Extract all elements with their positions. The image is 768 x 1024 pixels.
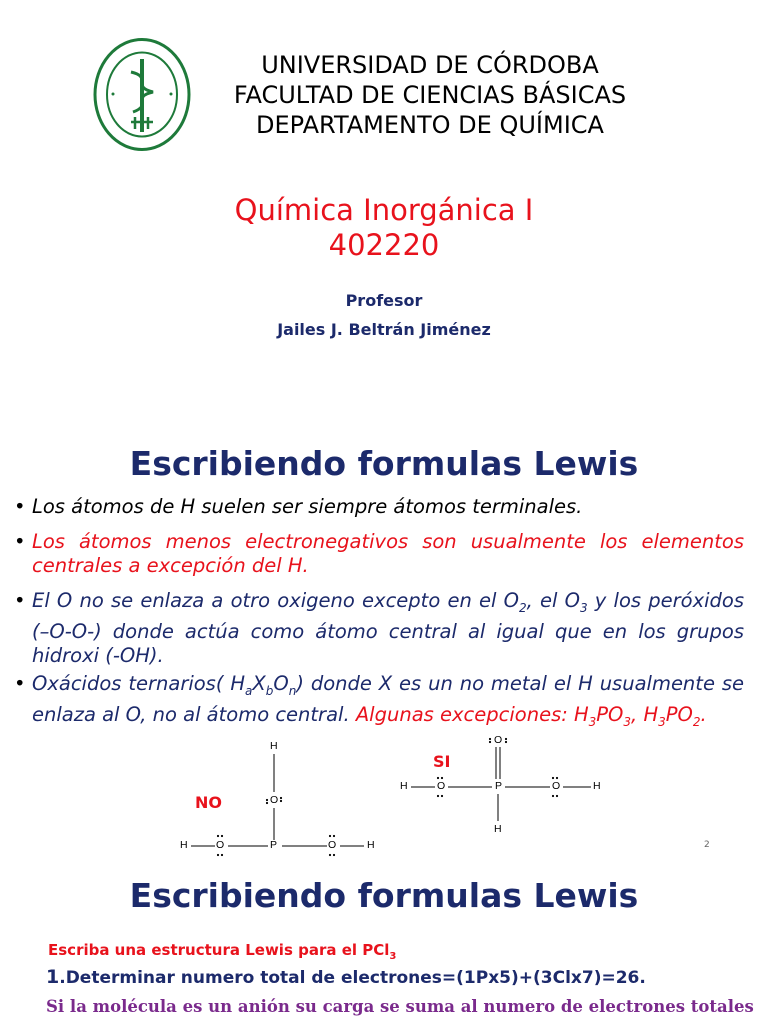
exercise-instruction: Escriba una estructura Lewis para el PCl$_3$ (48, 941, 397, 962)
bullet-2-text: Los átomos menos electronegativos son usualmente los elementos centrales a excepción del H. (32, 530, 744, 577)
section-title-2: Escribiendo formulas Lewis (129, 876, 639, 915)
bullet-4-text: Oxácidos ternarios( $H_aX_bO_n$) donde X es un no metal el H usualmente se enlaza al O, no al átomo central. Algunas excepciones: $H_3PO_3$, $H_3PO_2$. (32, 672, 744, 729)
atom-o: O (437, 780, 446, 792)
no-label: NO (195, 793, 222, 812)
bullet-1-text: Los átomos de H suelen ser siempre átomos terminales. (32, 495, 583, 518)
university-seal (93, 37, 191, 152)
atom-p: P (270, 839, 278, 851)
section-title-1: Escribiendo formulas Lewis (129, 444, 639, 483)
atom-o: O (552, 780, 561, 792)
course-name: Química Inorgánica I (234, 193, 534, 227)
lewis-structure-correct (395, 733, 610, 841)
professor-name: Jailes J. Beltrán Jiménez (277, 320, 491, 339)
step-1: 1.Determinar numero total de electrones=(1Px5)+(3Clx7)=26. (46, 966, 646, 988)
atom-h: H (400, 780, 408, 792)
university-name: UNIVERSIDAD DE CÓRDOBA (261, 51, 599, 79)
bullet-3-text: El O no se enlaza a otro oxigeno excepto en el $O_2$, el $O_3$ y los peróxidos (–O-O-) donde actúa como átomo central al igual que en los grupos hidroxi (-OH). (32, 589, 744, 667)
bullet-3: • El O no se enlaza a otro oxigeno excepto en el $O_2$, el $O_3$ y los peróxidos (–O-O-) donde actúa como átomo central al igual que en los grupos hidroxi (-OH). (14, 589, 744, 667)
faculty-name: FACULTAD DE CIENCIAS BÁSICAS (233, 81, 627, 109)
bullet-2: • Los átomos menos electronegativos son usualmente los elementos centrales a excepción del H. (14, 530, 744, 577)
atom-h: H (367, 839, 375, 851)
bullet-1: • Los átomos de H suelen ser siempre átomos terminales. (14, 495, 744, 519)
atom-h: H (494, 823, 502, 835)
atom-h: H (270, 740, 278, 752)
bullet-4: • Oxácidos ternarios( $H_aX_bO_n$) donde X es un no metal el H usualmente se enlaza al O, no al átomo central. Algunas excepciones: $H_3PO_3$, $H_3PO_2$. (14, 672, 744, 734)
atom-o: O (216, 839, 225, 851)
exceptions-text: Algunas excepciones: $H_3PO_3$, $H_3PO_2$. (355, 702, 707, 729)
professor-label: Profesor (345, 291, 423, 310)
atom-h: H (593, 780, 601, 792)
atom-o: O (270, 794, 279, 806)
atom-o: O (494, 734, 503, 746)
page-number: 2 (704, 840, 710, 850)
si-label: SI (433, 752, 451, 771)
anion-note: Si la molécula es un anión su carga se suma al numero de electrones totales (46, 997, 754, 1016)
department-name: DEPARTAMENTO DE QUÍMICA (256, 111, 604, 139)
lewis-structure-incorrect (170, 740, 390, 860)
course-code: 402220 (328, 228, 440, 262)
atom-h: H (180, 839, 188, 851)
atom-o: O (328, 839, 337, 851)
atom-p: P (495, 780, 503, 792)
